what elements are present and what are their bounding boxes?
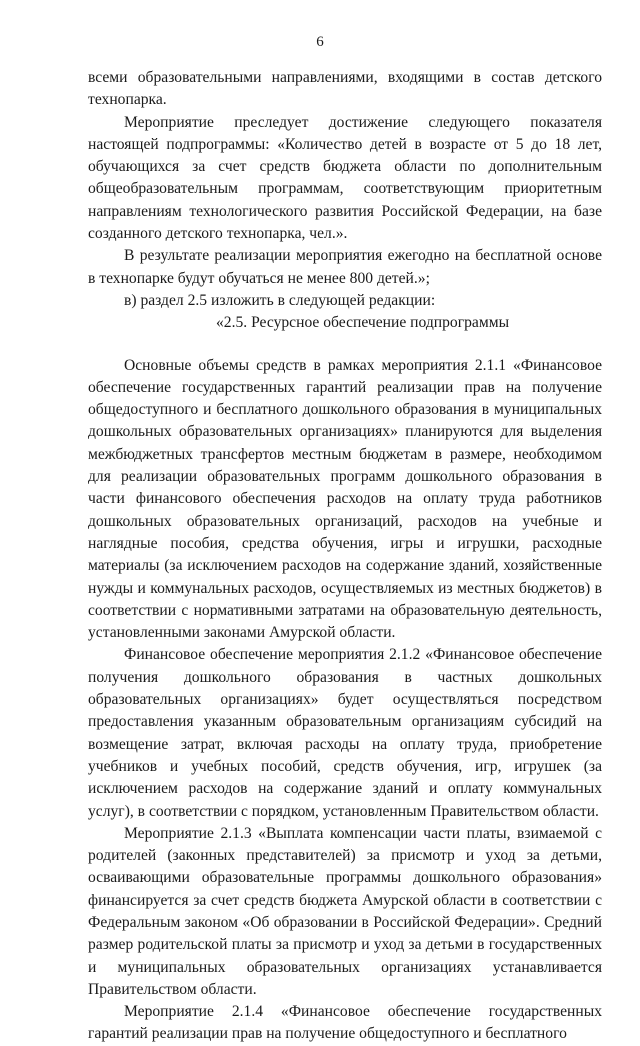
- document-body: [88, 67, 602, 1046]
- paragraph: Мероприятие 2.1.3 «Выплата компенсации части платы, взимаемой с родителей (законных представителей) за присмотр и уход за детьми, осваивающими образовательные программы дошкольного образования» финансируется за счет средств бюджета Амурской области в соответствии с Федеральным законом «Об образовании в Российской Федерации». Средний размер родительской платы за присмотр и уход за детьми в государственных и муниципальных образовательных организациях устанавливается Правительством области.: [88, 824, 602, 998]
- paragraph: Финансовое обеспечение мероприятия 2.1.2 «Финансовое обеспечение получения дошкольного образования в частных дошкольных образовательных организациях» будет осуществляться посредством предоставления указанным образовательным организациям субсидий на возмещение затрат, включая расходы на оплату труда, приобретение учебников и учебных пособий, средств обучения, игр, игрушек (за исключением расходов на содержание зданий и оплату коммунальных услуг), в соответствии с порядком, установленным Правительством области.: [88, 646, 602, 820]
- paragraph: Мероприятие 2.1.4 «Финансовое обеспечение государственных гарантий реализации прав на получение общедоступного и бесплатного: [88, 1003, 602, 1043]
- paragraph: Мероприятие преследует достижение следующего показателя настоящей подпрограммы: «Количество детей в возрасте от 5 до 18 лет, обучающихся за счет средств бюджета области по дополнительным общеобразовательным программам, соответствующим приоритетным направлениям технологического развития Российской Федерации, на базе созданного детского технопарка, чел.».: [88, 113, 602, 243]
- section-heading: «2.5. Ресурсное обеспечение подпрограммы: [216, 314, 510, 332]
- paragraph: Основные объемы средств в рамках мероприятия 2.1.1 «Финансовое обеспечение государственных гарантий реализации прав на получение общедоступного и бесплатного дошкольного образования в муниципальных дошкольных образовательных организациях» планируются для выделения межбюджетных трансфертов местным бюджетам в размере, необходимом для реализации образовательных программ дошкольного образования в части финансового обеспечения расходов на оплату труда работников дошкольных образовательных организаций, расходов на учебные и наглядные пособия, средства обучения, игры и игрушки, расходные материалы (за исключением расходов на содержание зданий, хозяйственные нужды и коммунальных расходов, осуществляемых из местных бюджетов) в соответствии с нормативными затратами на образовательную деятельность, установленными законами Амурской области.: [88, 356, 602, 642]
- page-number: 6: [316, 34, 324, 50]
- paragraph: В результате реализации мероприятия ежегодно на бесплатной основе в технопарке будут обучаться не менее 800 детей.»;: [88, 247, 602, 287]
- paragraph: в) раздел 2.5 изложить в следующей редакции:: [124, 291, 436, 309]
- paragraph: всеми образовательными направлениями, входящими в состав детского технопарка.: [88, 69, 602, 109]
